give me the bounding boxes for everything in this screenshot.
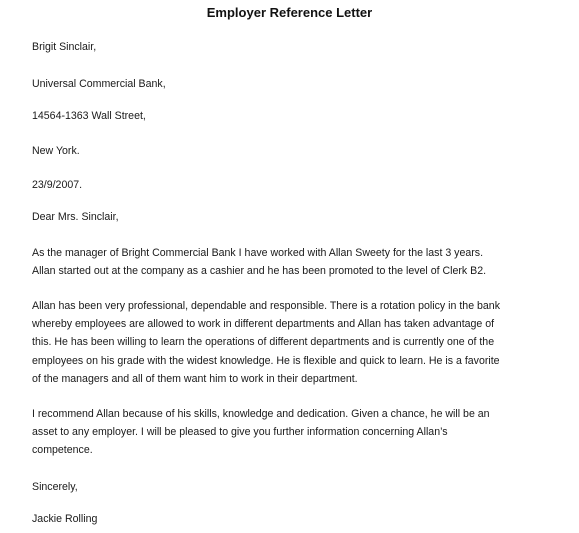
letter-title: Employer Reference Letter [206, 5, 373, 20]
paragraph-2-line: Allan has been very professional, dependable and responsible. There is a rotation policy in the bank [32, 300, 500, 312]
recipient-street: 14564-1363 Wall Street, [32, 110, 146, 122]
paragraph-3 [32, 405, 552, 460]
recipient-name: Brigit Sinclair, [32, 41, 97, 53]
paragraph-3-line: asset to any employer. I will be pleased to give you further information concerning Allan’s [32, 426, 448, 439]
recipient-company: Universal Commercial Bank, [32, 78, 166, 90]
paragraph-1-line: Allan started out at the company as a cashier and he has been promoted to the level of Clerk B2. [32, 265, 487, 278]
recipient-city: New York. [32, 145, 80, 157]
paragraph-3-line: competence. [32, 444, 93, 457]
signature-name: Jackie Rolling [32, 513, 98, 525]
paragraph-2 [32, 297, 552, 388]
closing: Sincerely, [32, 481, 78, 493]
paragraph-1 [32, 244, 552, 280]
letter-date: 23/9/2007. [32, 179, 83, 191]
paragraph-2-line: this. He has been willing to learn the operations of different departments and is currently one of the [32, 336, 495, 349]
salutation: Dear Mrs. Sinclair, [32, 211, 119, 223]
paragraph-2-line: employees on his grade with the widest knowledge. He is flexible and quick to learn. He is a favorite [32, 354, 500, 367]
paragraph-3-line: I recommend Allan because of his skills, knowledge and dedication. Given a chance, he will be an [32, 408, 490, 420]
paragraph-1-line: As the manager of Bright Commercial Bank I have worked with Allan Sweety for the last 3 years. [32, 247, 484, 259]
paragraph-2-line: whereby employees are allowed to work in different departments and Allan has taken advantage of [32, 318, 495, 331]
paragraph-2-line: of the managers and all of them want him to work in their department. [32, 372, 358, 385]
